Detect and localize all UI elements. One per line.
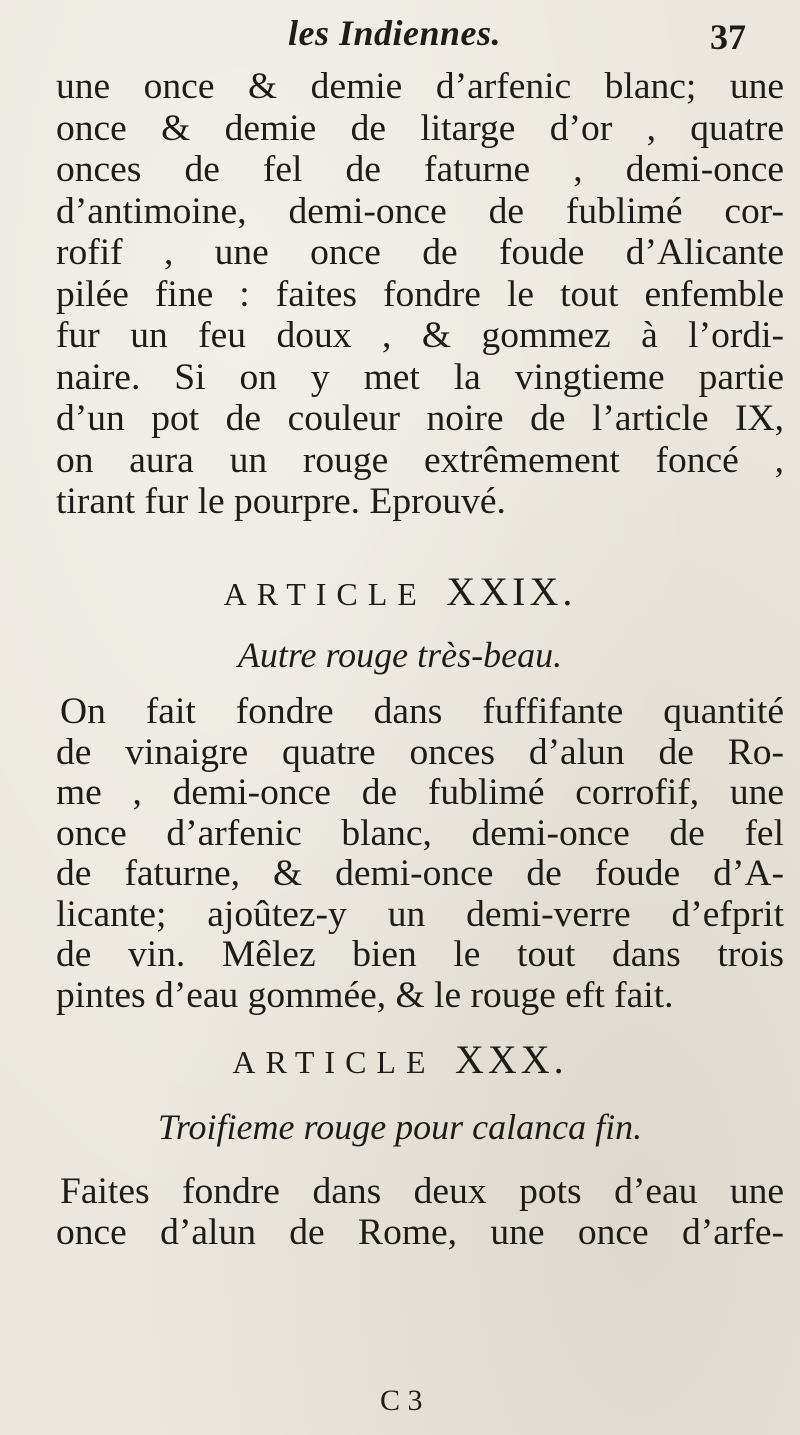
article-29-subtitle: Autre rouge très-beau. bbox=[237, 635, 563, 675]
article-29-heading bbox=[0, 568, 800, 615]
text-line: once & demie de litarge d’or , quatre bbox=[56, 107, 784, 149]
text-line: d’un pot de couleur noire de l’article IX, bbox=[56, 398, 784, 439]
article-word: ARTICLE bbox=[223, 576, 427, 612]
text-line: d’antimoine, demi-once de fublimé cor- bbox=[56, 190, 784, 232]
text-line: de vin. Mêlez bien le tout dans trois bbox=[56, 934, 784, 975]
text-line: on aura un rouge extrêmement foncé , bbox=[56, 439, 784, 481]
signature-mark: C 3 bbox=[380, 1384, 423, 1417]
text-line: de faturne, & demi-once de foude d’A- bbox=[56, 853, 784, 894]
text-line: rofif , une once de foude d’Alicante bbox=[56, 232, 784, 273]
text-line: naire. Si on y met la vingtieme partie bbox=[56, 356, 784, 398]
page-number: 37 bbox=[710, 17, 746, 57]
page-header bbox=[0, 8, 800, 58]
text-line: une once & demie d’arfenic blanc; une bbox=[56, 66, 784, 107]
article-word: ARTICLE bbox=[232, 1044, 436, 1080]
article-30-paragraph bbox=[56, 1172, 784, 1253]
text-line: pilée fine : faites fondre le tout enfemble bbox=[56, 273, 784, 315]
article-number: XXIX. bbox=[446, 569, 577, 614]
text-line: once d’alun de Rome, une once d’arfe- bbox=[56, 1211, 784, 1253]
running-head: les Indiennes. bbox=[288, 13, 502, 53]
article-number: XXX. bbox=[455, 1037, 568, 1082]
text-line: once d’arfenic blanc, demi-once de fel bbox=[56, 812, 784, 854]
text-line: tirant fur le pourpre. Eprouvé. bbox=[56, 481, 506, 522]
article-30-heading bbox=[0, 1036, 800, 1083]
paragraph-continued bbox=[56, 66, 784, 523]
text-line: On fait fondre dans fuffifante quantité bbox=[60, 691, 784, 732]
text-line: onces de fel de faturne , demi-once bbox=[56, 149, 784, 190]
article-30-subtitle: Troifieme rouge pour calanca fin. bbox=[157, 1107, 643, 1147]
text-line: Faites fondre dans deux pots d’eau une bbox=[60, 1171, 784, 1212]
text-line: de vinaigre quatre onces d’alun de Ro- bbox=[56, 731, 784, 773]
text-line: pintes d’eau gommée, & le rouge eft fait. bbox=[56, 974, 674, 1016]
text-line: fur un feu doux , & gommez à l’ordi- bbox=[56, 315, 784, 356]
article-29-paragraph bbox=[56, 692, 784, 1016]
text-line: licante; ajoûtez-y un demi-verre d’efprit bbox=[56, 893, 784, 935]
text-line: me , demi-once de fublimé corrofif, une bbox=[56, 772, 784, 813]
